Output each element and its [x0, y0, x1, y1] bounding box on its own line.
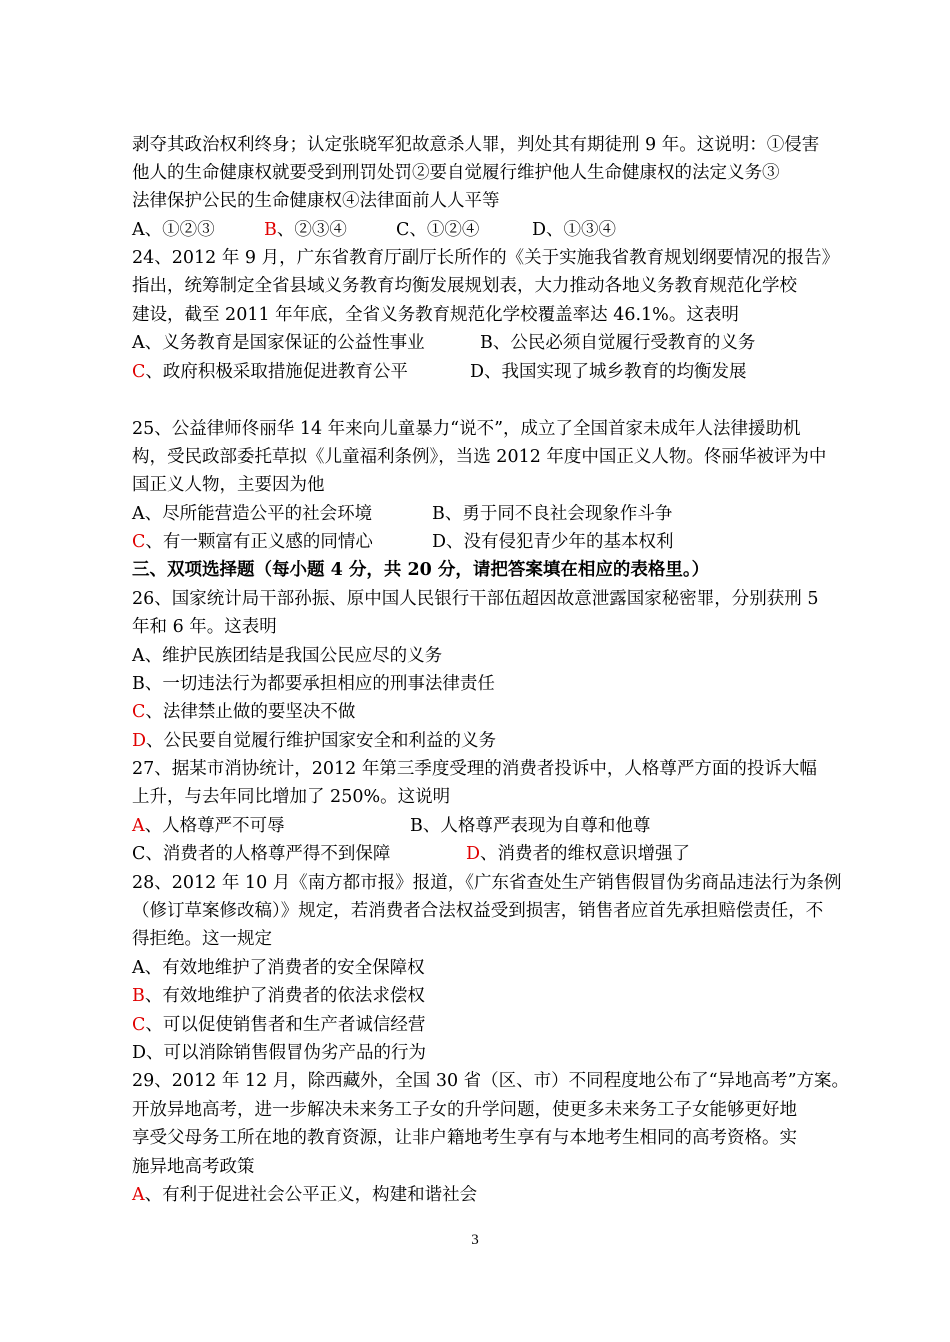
q28-text-line-2: （修订草案修改稿）》规定，若消费者合法权益受到损害，销售者应首先承担赔偿责任，不	[132, 901, 824, 921]
q25-option-d: D、没有侵犯青少年的基本权利	[432, 532, 674, 552]
q24-options-ab	[132, 329, 852, 357]
q25-option-a: A、尽所能营造公平的社会环境	[132, 504, 373, 524]
q28-text-line-3: 得拒绝。这一规定	[132, 929, 272, 949]
q24-option-d: D、我国实现了城乡教育的均衡发展	[470, 362, 747, 382]
q29-text-line-2: 开放异地高考，进一步解决未来务工子女的升学问题，使更多未来务工子女能够更好地	[132, 1100, 797, 1120]
q24-option-a: A、义务教育是国家保证的公益性事业	[132, 333, 425, 353]
q24-text-line-2: 指出，统筹制定全省县域义务教育均衡发展规划表，大力推动各地义务教育规范化学校	[132, 276, 797, 296]
q23-option-d: D、①③④	[532, 220, 617, 240]
q27-option-d: D、消费者的维权意识增强了	[466, 844, 691, 864]
q24-option-c: C、政府积极采取措施促进教育公平	[132, 362, 408, 382]
page-number: 3	[471, 1232, 479, 1248]
q23-option-a: A、①②③	[132, 220, 215, 240]
q26-option-b: B、一切违法行为都要承担相应的刑事法律责任	[132, 674, 495, 694]
q25-text-line-1: 25、公益律师佟丽华 14 年来向儿童暴力“说不”，成立了全国首家未成年人法律援助机	[132, 419, 801, 439]
q27-option-b: B、人格尊严表现为自尊和他尊	[410, 816, 651, 836]
q25-option-b: B、勇于同不良社会现象作斗争	[432, 504, 673, 524]
q27-option-c: C、消费者的人格尊严得不到保障	[132, 844, 391, 864]
q26-option-c: C、法律禁止做的要坚决不做	[132, 702, 356, 722]
q28-option-c: C、可以促使销售者和生产者诚信经营	[132, 1015, 426, 1035]
q25-options-cd	[132, 528, 852, 556]
q28-option-b: B、有效地维护了消费者的依法求偿权	[132, 986, 425, 1006]
q29-option-a: A、有利于促进社会公平正义，构建和谐社会	[132, 1185, 478, 1205]
q23-option-b: B、②③④	[264, 220, 347, 240]
q23-text-line-3: 法律保护公民的生命健康权④法律面前人人平等	[132, 191, 500, 211]
q24-text-line-3: 建设，截至 2011 年年底，全省义务教育规范化学校覆盖率达 46.1%。这表明	[132, 305, 739, 325]
q23-option-c: C、①②④	[396, 220, 480, 240]
q26-option-d: D、公民要自觉履行维护国家安全和利益的义务	[132, 731, 497, 751]
q25-text-line-2: 构，受民政部委托草拟《儿童福利条例》，当选 2012 年度中国正义人物。佟丽华被评为中	[132, 447, 827, 467]
q27-option-a: A、人格尊严不可辱	[132, 816, 285, 836]
q23-text-line-1: 剥夺其政治权利终身；认定张晓军犯故意杀人罪，判处其有期徒刑 9 年。这说明：①侵害	[132, 135, 820, 155]
q23-text-line-2: 他人的生命健康权就要受到刑罚处罚②要自觉履行维护他人生命健康权的法定义务③	[132, 163, 780, 183]
q28-option-a: A、有效地维护了消费者的安全保障权	[132, 958, 425, 978]
q27-options-cd	[132, 840, 852, 868]
q28-option-d: D、可以消除销售假冒伪劣产品的行为	[132, 1043, 427, 1063]
q24-options-cd	[132, 358, 852, 386]
q26-option-a: A、维护民族团结是我国公民应尽的义务	[132, 646, 443, 666]
q25-text-line-3: 国正义人物，主要因为他	[132, 475, 325, 495]
q27-options-ab	[132, 812, 852, 840]
section-heading: 三、双项选择题（每小题 4 分，共 20 分，请把答案填在相应的表格里。）	[132, 560, 710, 580]
q25-option-c: C、有一颗富有正义感的同情心	[132, 532, 373, 552]
q26-text-line-2: 年和 6 年。这表明	[132, 617, 277, 637]
q25-options-ab	[132, 500, 852, 528]
q29-text-line-1: 29、2012 年 12 月，除西藏外，全国 30 省（区、市）不同程度地公布了“异地高考”方案。	[132, 1071, 850, 1091]
q28-text-line-1: 28、2012 年 10 月《南方都市报》报道，《广东省查处生产销售假冒伪劣商品违法行为条例	[132, 873, 842, 893]
q24-option-b: B、公民必须自觉履行受教育的义务	[480, 333, 756, 353]
q24-text-line-1: 24、2012 年 9 月，广东省教育厅副厅长所作的《关于实施我省教育规划纲要情况的报告》	[132, 248, 840, 268]
q29-text-line-4: 施异地高考政策	[132, 1157, 255, 1177]
q27-text-line-2: 上升，与去年同比增加了 250%。这说明	[132, 787, 451, 807]
q26-text-line-1: 26、国家统计局干部孙振、原中国人民银行干部伍超因故意泄露国家秘密罪，分别获刑 5	[132, 589, 819, 609]
q27-text-line-1: 27、据某市消协统计，2012 年第三季度受理的消费者投诉中，人格尊严方面的投诉大幅	[132, 759, 817, 779]
q29-text-line-3: 享受父母务工所在地的教育资源，让非户籍地考生享有与本地考生相同的高考资格。实	[132, 1128, 797, 1148]
q23-options	[132, 216, 852, 244]
